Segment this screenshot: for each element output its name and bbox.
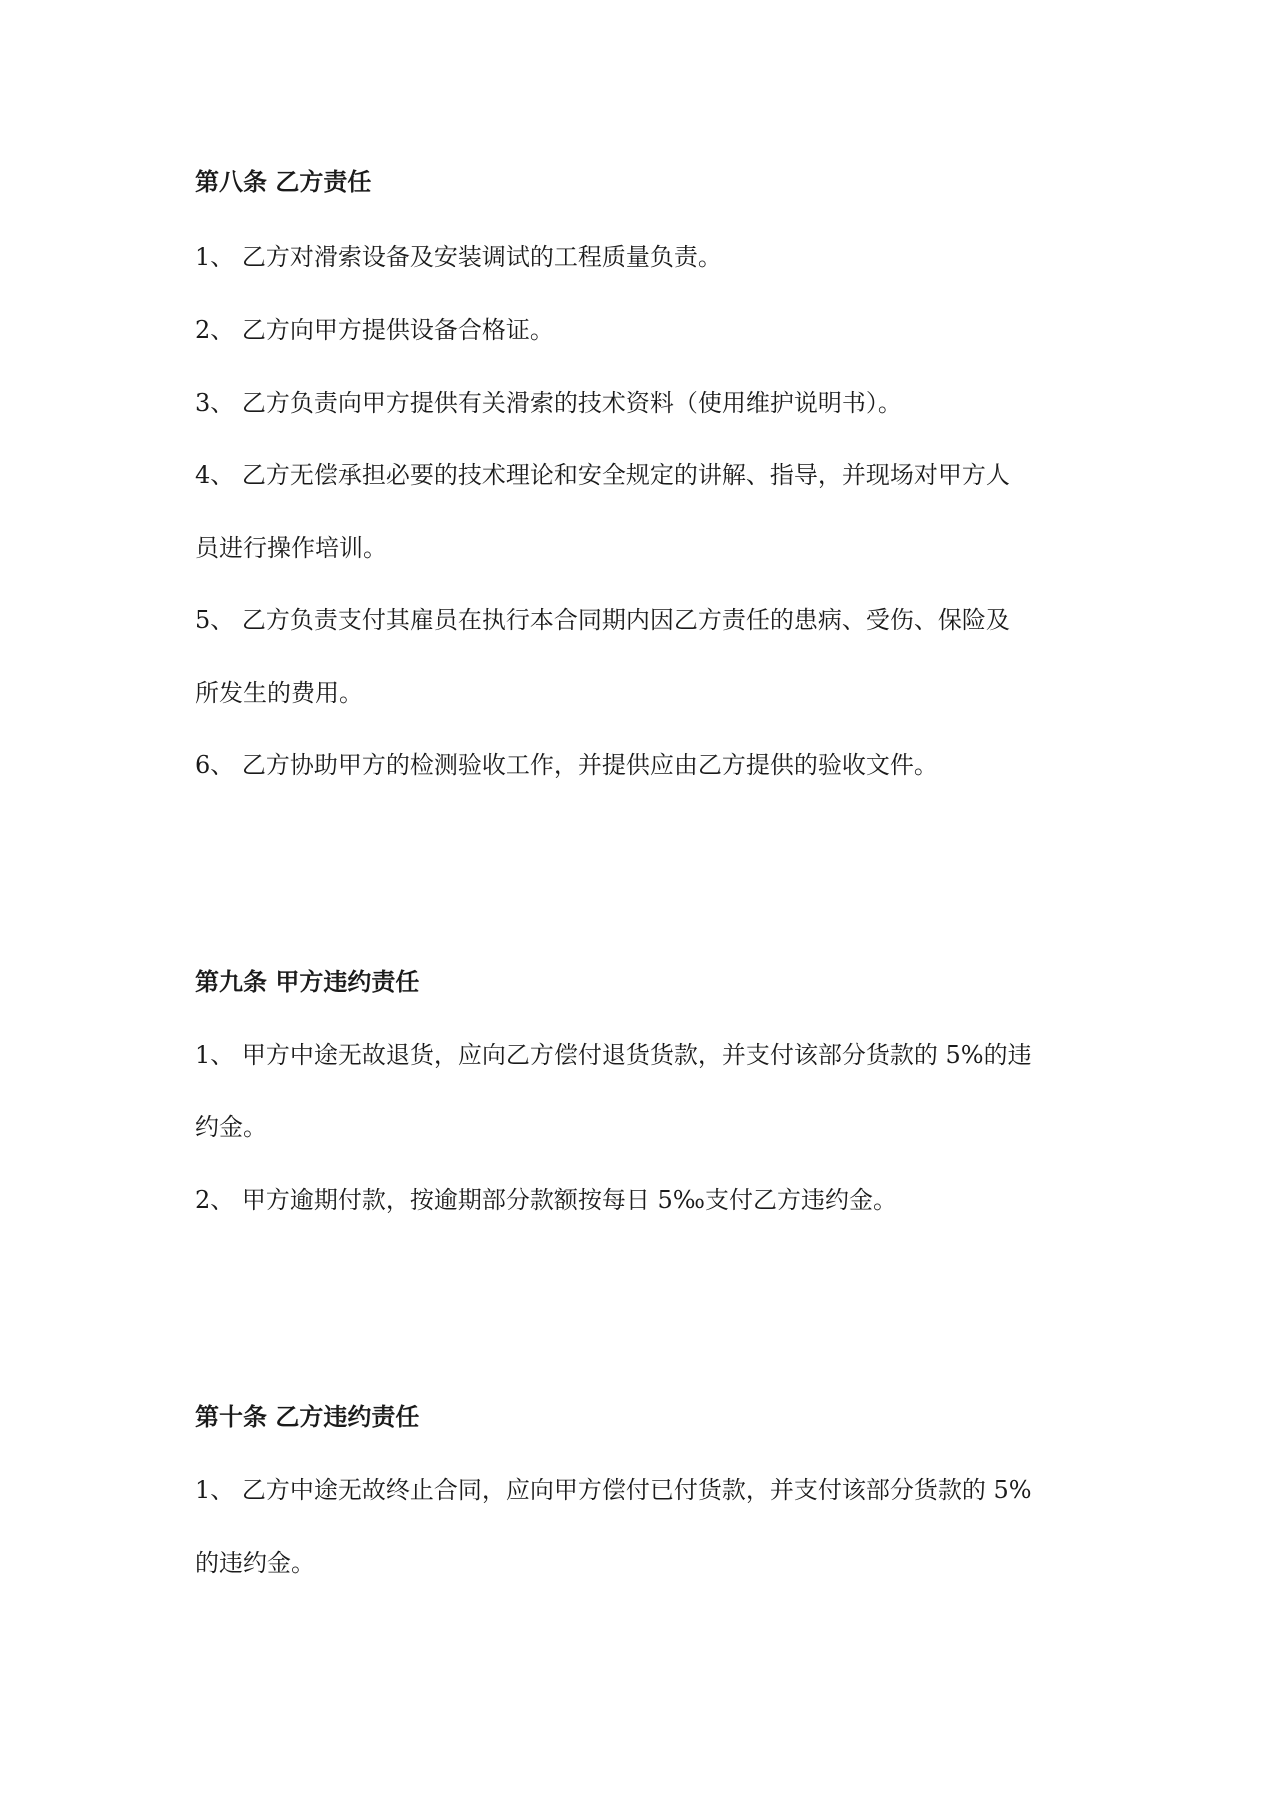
clause-line: 5、 乙方负责支付其雇员在执行本合同期内因乙方责任的患病、受伤、保险及 bbox=[195, 606, 1010, 634]
section-heading-9: 第九条 甲方违约责任 bbox=[195, 967, 420, 996]
clause-line: 1、 乙方对滑索设备及安装调试的工程质量负责。 bbox=[195, 243, 722, 271]
clause-line: 的违约金。 bbox=[195, 1549, 315, 1577]
clause-line: 6、 乙方协助甲方的检测验收工作，并提供应由乙方提供的验收文件。 bbox=[195, 751, 938, 779]
clause-line: 3、 乙方负责向甲方提供有关滑索的技术资料（使用维护说明书）。 bbox=[195, 389, 902, 417]
clause-line: 1、 甲方中途无故退货，应向乙方偿付退货货款，并支付该部分货款的 5%的违 bbox=[195, 1041, 1032, 1069]
section-heading-10: 第十条 乙方违约责任 bbox=[195, 1402, 420, 1431]
clause-line: 员进行操作培训。 bbox=[195, 534, 387, 562]
clause-line: 1、 乙方中途无故终止合同，应向甲方偿付已付货款，并支付该部分货款的 5% bbox=[195, 1476, 1032, 1504]
section-heading-8: 第八条 乙方责任 bbox=[195, 167, 372, 196]
clause-line: 2、 甲方逾期付款，按逾期部分款额按每日 5‰支付乙方违约金。 bbox=[195, 1186, 897, 1214]
clause-line: 2、 乙方向甲方提供设备合格证。 bbox=[195, 316, 554, 344]
clause-line: 4、 乙方无偿承担必要的技术理论和安全规定的讲解、指导，并现场对甲方人 bbox=[195, 461, 1010, 489]
clause-line: 所发生的费用。 bbox=[195, 679, 363, 707]
clause-line: 约金。 bbox=[195, 1113, 267, 1141]
